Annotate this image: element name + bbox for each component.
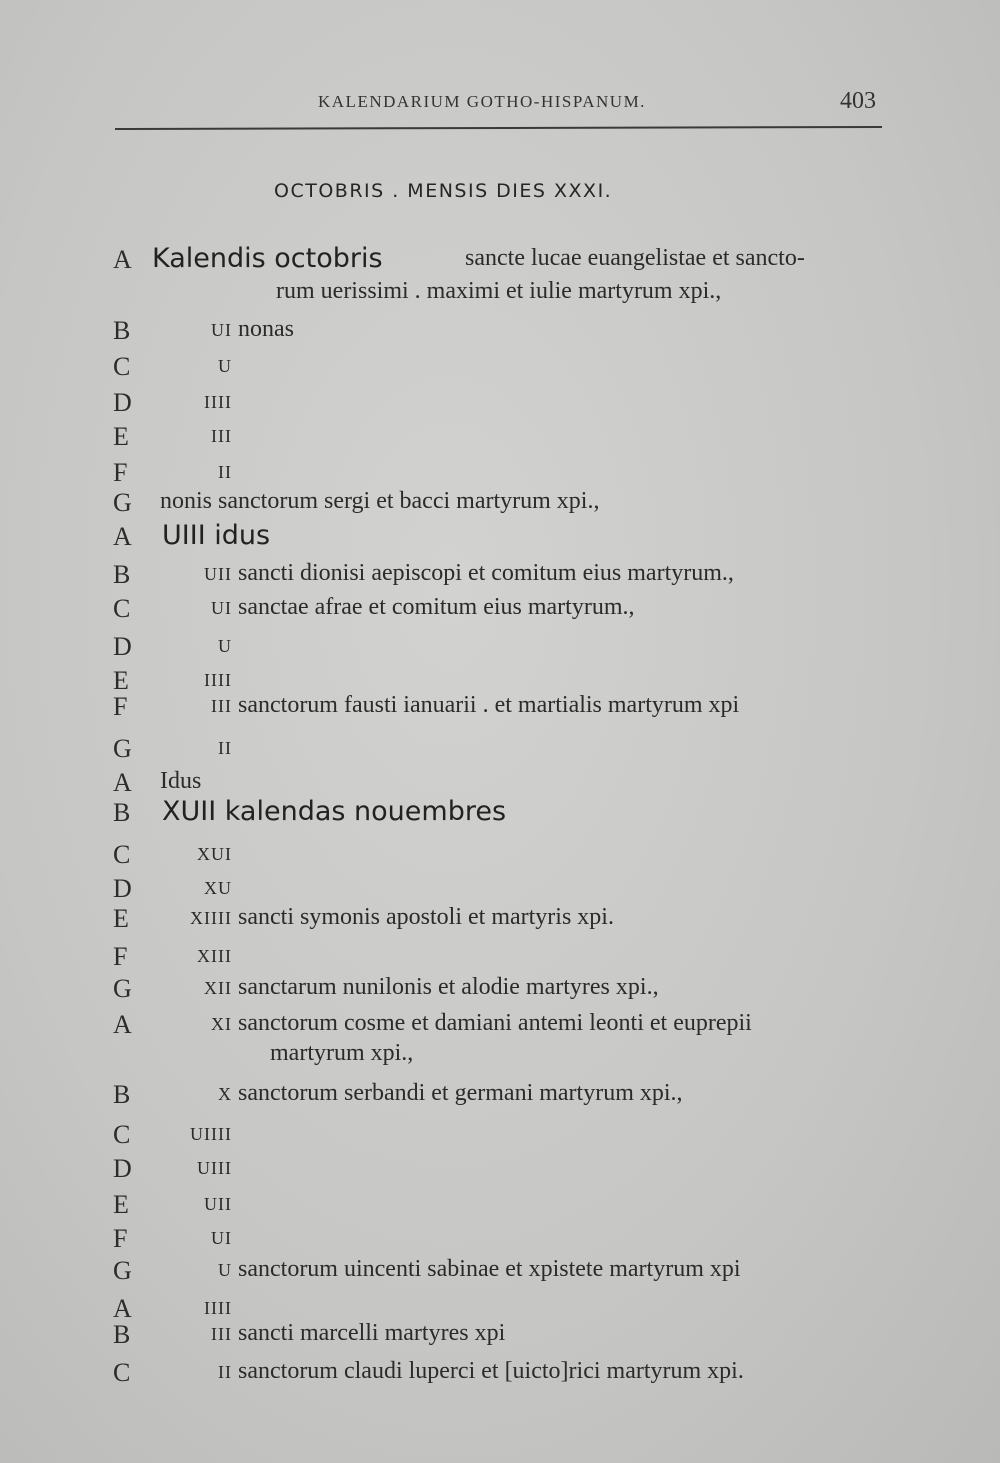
dominical-letter: D <box>113 1154 132 1183</box>
dominical-letter: B <box>113 1320 131 1349</box>
day-numeral: XUI <box>197 844 232 864</box>
dominical-letter: E <box>113 904 129 933</box>
day-numeral: XII <box>204 978 232 998</box>
dominical-letter: F <box>113 942 128 971</box>
day-numeral: UII <box>204 564 232 584</box>
feast-text: sanctorum serbandi et germani martyrum xpi., <box>238 1080 683 1106</box>
day-numeral: IIII <box>204 670 232 690</box>
feast-text: sancti marcelli martyres xpi <box>238 1320 506 1346</box>
dominical-letter: B <box>113 316 131 345</box>
dominical-letter: D <box>113 632 132 661</box>
dominical-letter: E <box>113 422 129 451</box>
day-numeral: UIII <box>197 1158 232 1178</box>
dominical-letter: D <box>113 388 132 417</box>
feast-heading: UIII idus <box>162 520 271 551</box>
day-numeral: UI <box>211 320 232 340</box>
feast-text: nonas <box>238 316 294 342</box>
day-numeral: UI <box>211 598 232 618</box>
dominical-letter: A <box>113 1294 132 1323</box>
feast-text: Idus <box>160 768 202 794</box>
day-numeral: II <box>218 1362 232 1382</box>
feast-text: sancti dionisi aepiscopi et comitum eius martyrum., <box>238 560 734 586</box>
running-title: KALENDARIUM GOTHO-HISPANUM. <box>318 92 646 111</box>
header-rule <box>115 126 882 130</box>
feast-text: sanctarum nunilonis et alodie martyres xpi., <box>238 974 659 1000</box>
day-numeral: III <box>211 1324 232 1344</box>
day-numeral: U <box>218 356 232 376</box>
day-numeral: IIII <box>204 392 232 412</box>
dominical-letter: C <box>113 352 131 381</box>
dominical-letter: E <box>113 666 129 695</box>
dominical-letter: G <box>113 488 132 517</box>
day-numeral: XIII <box>197 946 232 966</box>
day-numeral: UIIII <box>190 1124 232 1144</box>
dominical-letter: D <box>113 874 132 903</box>
feast-text: sanctae afrae et comitum eius martyrum., <box>238 594 635 620</box>
day-numeral: UII <box>204 1194 232 1214</box>
dominical-letter: A <box>113 245 132 274</box>
dominical-letter: A <box>113 768 132 797</box>
day-numeral: III <box>211 696 232 716</box>
day-numeral: II <box>218 738 232 758</box>
dominical-letter: F <box>113 458 128 487</box>
dominical-letter: A <box>113 522 132 551</box>
day-numeral: XI <box>211 1014 232 1034</box>
dominical-letter: A <box>113 1010 132 1039</box>
dominical-letter: C <box>113 840 131 869</box>
continuation-line: rum uerissimi . maximi et iulie martyrum xpi., <box>276 278 722 304</box>
day-numeral: II <box>218 462 232 482</box>
feast-text: nonis sanctorum sergi et bacci martyrum xpi., <box>160 488 600 514</box>
day-numeral: U <box>218 636 232 656</box>
dominical-letter: C <box>113 594 131 623</box>
feast-text: sanctorum cosme et damiani antemi leonti et euprepii <box>238 1010 752 1036</box>
dominical-letter: G <box>113 1256 132 1285</box>
dominical-letter: F <box>113 692 128 721</box>
page-number: 403 <box>840 88 876 114</box>
dominical-letter: C <box>113 1120 131 1149</box>
dominical-letter: B <box>113 798 131 827</box>
dominical-letter: G <box>113 974 132 1003</box>
day-numeral: IIII <box>204 1298 232 1318</box>
month-title: OCTOBRIS . MENSIS DIES XXXI. <box>274 180 613 202</box>
dominical-letter: B <box>113 1080 131 1109</box>
feast-text: sanctorum fausti ianuarii . et martialis martyrum xpi <box>238 692 740 718</box>
day-numeral: XIIII <box>190 908 232 928</box>
dominical-letter: B <box>113 560 131 589</box>
continuation-line: martyrum xpi., <box>270 1040 414 1066</box>
feast-text: sanctorum claudi luperci et [uicto]rici martyrum xpi. <box>238 1358 744 1384</box>
day-numeral: UI <box>211 1228 232 1248</box>
day-numeral: X <box>218 1084 232 1104</box>
dominical-letter: E <box>113 1190 129 1219</box>
feast-heading: XUII kalendas nouembres <box>162 796 507 827</box>
day-numeral: XU <box>204 878 232 898</box>
day-numeral: U <box>218 1260 232 1280</box>
feast-text: sancti symonis apostoli et martyris xpi. <box>238 904 614 930</box>
feast-heading: Kalendis octobris <box>152 243 383 274</box>
dominical-letter: C <box>113 1358 131 1387</box>
day-numeral: III <box>211 426 232 446</box>
feast-text: sanctorum uincenti sabinae et xpistete martyrum xpi <box>238 1256 741 1282</box>
dominical-letter: F <box>113 1224 128 1253</box>
dominical-letter: G <box>113 734 132 763</box>
feast-text: sancte lucae euangelistae et sancto- <box>465 245 805 271</box>
